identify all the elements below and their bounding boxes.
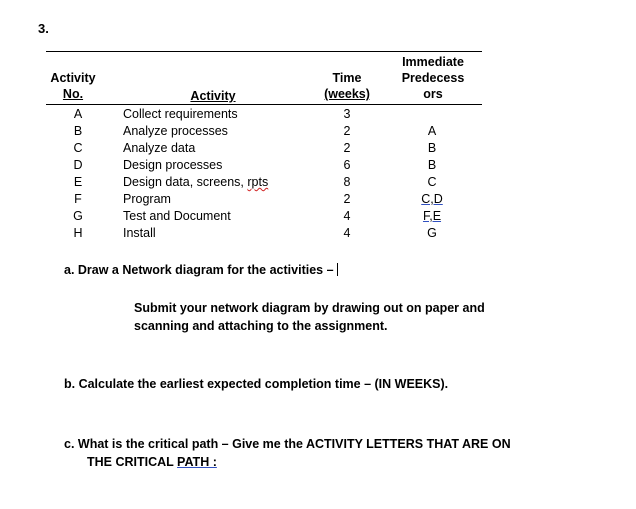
cell-no: C (73, 141, 83, 155)
question-number: 3. (38, 21, 49, 36)
header-time-line1: Time (332, 71, 362, 85)
table-row (0, 123, 636, 140)
table-row (0, 174, 636, 191)
cell-activity: Analyze data (123, 141, 196, 155)
cell-activity (123, 174, 323, 191)
cell-pred: A (427, 124, 437, 138)
question-c-line2 (64, 453, 511, 471)
cell-no: G (73, 209, 83, 223)
header-time (316, 70, 378, 102)
cell-no: B (73, 124, 83, 138)
cell-no: E (73, 175, 83, 189)
cell-time: 2 (343, 141, 351, 155)
header-activity-no-line1: Activity (50, 71, 96, 85)
header-pred-line2: Predecess (401, 71, 465, 85)
cell-time: 8 (343, 175, 351, 189)
header-activity-no-line2: No. (62, 87, 84, 101)
header-pred-line3: ors (423, 87, 443, 101)
cell-pred: B (427, 158, 437, 172)
question-a-note (134, 299, 485, 335)
cell-pred: F,E (422, 209, 442, 223)
cell-time: 3 (343, 107, 351, 121)
cell-no: H (73, 226, 83, 240)
question-a-note-line1: Submit your network diagram by drawing out on paper and (134, 301, 485, 315)
table-row (0, 140, 636, 157)
cell-activity: Test and Document (123, 209, 231, 223)
cell-time: 2 (343, 192, 351, 206)
header-pred-line1: Immediate (402, 55, 464, 69)
cell-pred: C (427, 175, 437, 189)
header-predecessors (394, 54, 472, 102)
cell-pred: G (427, 226, 437, 240)
cell-no: A (73, 107, 83, 121)
cell-time: 2 (343, 124, 351, 138)
cell-time: 4 (343, 226, 351, 240)
cell-pred: B (427, 141, 437, 155)
cell-activity: Program (123, 192, 171, 206)
cell-activity: Install (123, 226, 156, 240)
cell-no: D (73, 158, 83, 172)
cell-activity: Analyze processes (123, 124, 228, 138)
question-c-line1: c. What is the critical path – Give me the ACTIVITY LETTERS THAT ARE ON (64, 437, 511, 451)
table-row (0, 191, 636, 208)
question-c-line2-text: THE CRITICAL (87, 455, 178, 469)
table-header-rule (46, 104, 482, 105)
critical-path-link: PATH : (177, 455, 217, 469)
spellcheck-word: rpts (247, 175, 269, 189)
header-activity-no (40, 70, 106, 102)
question-a-note-line2: scanning and attaching to the assignment. (134, 319, 388, 333)
table-row (0, 225, 636, 242)
cell-time: 4 (343, 209, 351, 223)
question-c (64, 435, 511, 471)
table-row (0, 106, 636, 123)
text-cursor (337, 263, 338, 276)
header-activity: Activity (190, 89, 236, 103)
question-a-text: a. Draw a Network diagram for the activities – (64, 263, 334, 277)
cell-time: 6 (343, 158, 351, 172)
question-b: b. Calculate the earliest expected completion time – (IN WEEKS). (64, 377, 449, 391)
cell-pred: C,D (421, 192, 443, 206)
question-a (64, 261, 338, 279)
table-row (0, 157, 636, 174)
cell-activity: Collect requirements (123, 107, 238, 121)
table-row (0, 208, 636, 225)
header-time-line2: (weeks) (324, 87, 370, 101)
table-top-rule (46, 51, 482, 52)
cell-activity-text: Design data, screens, (123, 175, 248, 189)
cell-activity: Design processes (123, 158, 223, 172)
cell-no: F (74, 192, 82, 206)
